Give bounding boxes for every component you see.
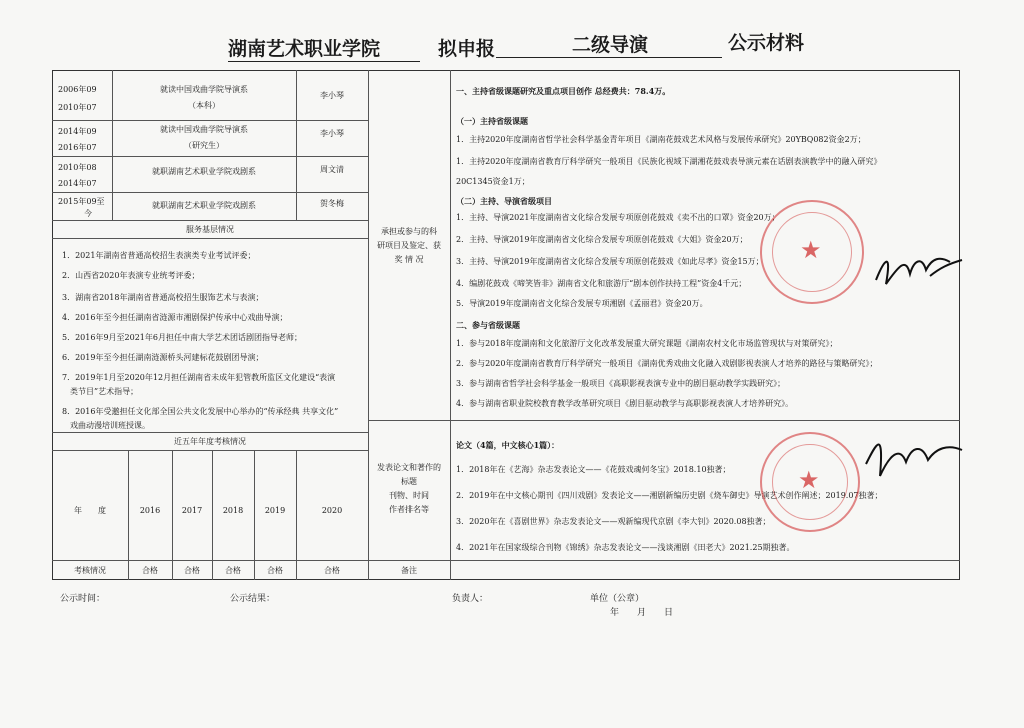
list-item: 类节目”艺术指导； xyxy=(70,387,139,396)
project-line: （二）主持、导演省级项目 xyxy=(456,196,552,206)
apply-label: 拟申报 xyxy=(438,38,496,60)
list-item: 戏曲动漫培训班授课。 xyxy=(70,421,150,430)
list-item: 6．2019年至今担任湖南涟源桥头河建标花鼓剧团导演； xyxy=(62,353,264,362)
list-item: 2．山西省2020年表演专业统考评委； xyxy=(62,271,200,280)
paper-item: 2．2019年在中文核心期刊《四川戏剧》发表论文——湘剧新编历史剧《烧车御史》导演艺术创作阐述；2019.07独著； xyxy=(456,491,883,500)
papers-label: 刊物、时间 xyxy=(389,491,429,500)
papers-label: 发表论文和著作的 xyxy=(377,463,441,472)
document-page: 湖南艺术职业学院 拟申报 二级导演 公示材料 2006年09 2010年07 就读中国戏曲学院导演系 （本科） 李小琴 2014年09 2016年07 就读中国戏曲学院导演系 （研究生） 李小琴 2010年08 2014年07 就职湖南艺术职业学院戏剧系 周文清 2015年09至 今 就职湖南艺术职业学院戏剧系 贺冬梅 服务基层情况 1．2021年湖南省普通高校招生表演类专业考试评委； 2．山西省2020年表演专业统考评委； 3．湖南省2018年湖南省普通高校招生服饰艺术与表演； 4．2016年至今担任湖南省涟源市湘剧保护传承中心戏曲导演； 5．2016年9月至2021年6月担任中南大学艺术团话剧团指导老师； 6．2019年至今担任湖南涟源桥头河建标花鼓剧团导演； 7．2019年1月至2020年12月担任湖南省未成年犯管教所监区文化建设“表演 类节目”艺术指导； 8．2016年受邀担任文化部全国公共文化发展中心举办的“传承经典 共享文化” 戏曲动漫培训班授课。 近五年年度考核情况 年 度 2016 2017 2018 2019 2020 考核情况 合格 合格 合格 合格 合格 承担或参与的科 研项目及鉴定、获 奖 情 况 一、主持省级课题研究及重点项目创作 总经费共：78.4万。 （一）主持省级课题 1．主持2020年度湖南省哲学社会科学基金青年项目《湖南花鼓戏艺术风格与发展传承研究》20YBQ082资金2万； 1．主持2020年度湖南省教育厅科学研究一般项目《民族化视域下湖湘花鼓戏表导演元素在话剧表演教学中的融入研究》 20C1345资金1万； （二）主持、导演省级项目 1．主持、导演2021年度湖南省文化综合发展专项原创花鼓戏《卖不出的口罩》资金20万； 2．主持、导演2019年度湖南省文化综合发展专项原创花鼓戏《大姐》资金20万； 3．主持、导演2019年度湖南省文化综合发展专项原创花鼓戏《如此尽孝》资金15万； 4．编剧花鼓戏《啼笑皆非》湖南省文化和旅游厅“剧本创作扶持工程”资金4千元； 5．导演2019年度湖南省文化综合发展专项湘剧《孟丽君》资金20万。 二、参与省级课题 1．参与2018年度湖南和文化旅游厅文化改革发展重大研究课题《湖南农村文化市场监管现状与对策研究》； 2．参与2020年度湖南省教育厅科学研究一般项目《湖南优秀戏曲文化融入戏剧影视表演人才培养的路径与策略研究》； 3．参与湖南省哲学社会科学基金一般项目《高职影视表演专业中的剧目驱动教学实践研究》； 4．参与湖南省职业院校教育教学改革研究项目《剧目驱动教学与高职影视表演人才培养研究》。 发表论文和著作的 标题 刊物、时间 作者排名等 备注 论文（4篇，中文核心1篇）： 1．2018年在《艺海》杂志发表论文——《花鼓戏魂何冬宝》2018.10独著； 2．2019年在中文核心期刊《四川戏剧》发表论文——湘剧新编历史剧《烧车御史》导演艺术创作阐述；2019.07独著； 3．2020年在《喜剧世界》杂志发表论文——观新编现代京剧《李大钊》2020.08独著； 4．2021年在国家级综合刊物《锦绣》杂志发表论文——浅谈湘剧《田老大》2021.25期独著。 ★ ★ 公示时间： 公示结果： 负责人： 单位（公章） 年 月 日 xyxy=(0,0,1024,728)
year-cell: 2017 xyxy=(181,506,203,515)
project-line: 3．主持、导演2019年度湖南省文化综合发展专项原创花鼓戏《如此尽孝》资金15万； xyxy=(456,257,764,266)
result-cell: 合格 xyxy=(184,566,200,575)
year-label: 年 度 xyxy=(74,506,106,515)
handwritten-signature xyxy=(860,420,970,490)
footer-time-label: 公示时间： xyxy=(60,594,106,604)
project-line: 1．主持2020年度湖南省哲学社会科学基金青年项目《湖南花鼓戏艺术风格与发展传承研究》20YBQ082资金2万； xyxy=(456,135,866,144)
project-line: 1．参与2018年度湖南和文化旅游厅文化改革发展重大研究课题《湖南农村文化市场监管现状与对策研究》； xyxy=(456,339,838,348)
assessment-row-label: 考核情况 xyxy=(74,566,106,575)
papers-heading: 论文（4篇，中文核心1篇）： xyxy=(456,440,560,450)
project-line: 4．参与湖南省职业院校教育教学改革研究项目《剧目驱动教学与高职影视表演人才培养研究》。 xyxy=(456,399,794,408)
year-cell: 2016 xyxy=(139,506,161,515)
project-line: 一、主持省级课题研究及重点项目创作 总经费共：78.4万。 xyxy=(456,86,671,96)
result-cell: 合格 xyxy=(142,566,158,575)
year-cell: 2019 xyxy=(264,506,286,515)
list-item: 5．2016年9月至2021年6月担任中南大学艺术团话剧团指导老师； xyxy=(62,333,302,342)
paper-item: 1．2018年在《艺海》杂志发表论文——《花鼓戏魂何冬宝》2018.10独著； xyxy=(456,465,731,474)
footer-unit-label: 单位（公章） xyxy=(590,594,645,604)
list-item: 7．2019年1月至2020年12月担任湖南省未成年犯管教所监区文化建设“表演 xyxy=(62,373,336,382)
footer-result-label: 公示结果： xyxy=(230,594,276,604)
list-item: 3．湖南省2018年湖南省普通高校招生服饰艺术与表演； xyxy=(62,293,264,302)
year-cell: 2020 xyxy=(321,506,343,515)
project-line: （一）主持省级课题 xyxy=(456,116,528,126)
project-line: 2．主持、导演2019年度湖南省文化综合发展专项原创花鼓戏《大姐》资金20万； xyxy=(456,235,748,244)
result-cell: 合格 xyxy=(267,566,283,575)
projects-label: 研项目及鉴定、获 xyxy=(377,241,441,250)
list-item: 8．2016年受邀担任文化部全国公共文化发展中心举办的“传承经典 共享文化” xyxy=(62,407,339,416)
project-line: 2．参与2020年度湖南省教育厅科学研究一般项目《湖南优秀戏曲文化融入戏剧影视表演人才培养的路径与策略研究》； xyxy=(456,359,878,368)
projects-label: 承担或参与的科 xyxy=(381,227,437,236)
project-line: 1．主持2020年度湖南省教育厅科学研究一般项目《民族化视域下湖湘花鼓戏表导演元素在话剧表演教学中的融入研究》 xyxy=(456,157,882,166)
list-item: 1．2021年湖南省普通高校招生表演类专业考试评委； xyxy=(62,251,256,260)
paper-item: 4．2021年在国家级综合刊物《锦绣》杂志发表论文——浅谈湘剧《田老大》2021.25期独著。 xyxy=(456,543,795,552)
service-title: 服务基层情况 xyxy=(186,225,234,234)
official-seal xyxy=(760,432,860,532)
project-line: 二、参与省级课题 xyxy=(456,320,520,330)
seal-star-icon: ★ xyxy=(800,236,822,264)
level-title: 二级导演 xyxy=(496,30,722,58)
project-line: 3．参与湖南省哲学社会科学基金一般项目《高职影视表演专业中的剧目驱动教学实践研究》； xyxy=(456,379,786,388)
official-seal xyxy=(760,200,864,304)
footer-date-label: 年 月 日 xyxy=(610,608,674,618)
project-line: 1．主持、导演2021年度湖南省文化综合发展专项原创花鼓戏《卖不出的口罩》资金20万； xyxy=(456,213,780,222)
paper-item: 3．2020年在《喜剧世界》杂志发表论文——观新编现代京剧《李大钊》2020.08独著； xyxy=(456,517,771,526)
papers-label: 标题 xyxy=(401,477,417,486)
material-label: 公示材料 xyxy=(728,32,805,54)
projects-label: 奖 情 况 xyxy=(394,255,424,264)
result-cell: 合格 xyxy=(324,566,340,575)
year-cell: 2018 xyxy=(222,506,244,515)
project-line: 20C1345资金1万； xyxy=(456,177,530,186)
remark-label: 备注 xyxy=(401,566,417,575)
seal-star-icon: ★ xyxy=(798,466,820,494)
papers-label: 作者排名等 xyxy=(389,505,429,514)
school-name: 湖南艺术职业学院 xyxy=(228,34,420,62)
handwritten-signature xyxy=(870,240,970,300)
footer-person-label: 负责人： xyxy=(452,594,489,604)
project-line: 4．编剧花鼓戏《啼笑皆非》湖南省文化和旅游厅“剧本创作扶持工程”资金4千元； xyxy=(456,279,747,288)
assessment-title: 近五年年度考核情况 xyxy=(174,437,246,446)
list-item: 4．2016年至今担任湖南省涟源市湘剧保护传承中心戏曲导演； xyxy=(62,313,288,322)
project-line: 5．导演2019年度湖南省文化综合发展专项湘剧《孟丽君》资金20万。 xyxy=(456,299,708,308)
result-cell: 合格 xyxy=(225,566,241,575)
